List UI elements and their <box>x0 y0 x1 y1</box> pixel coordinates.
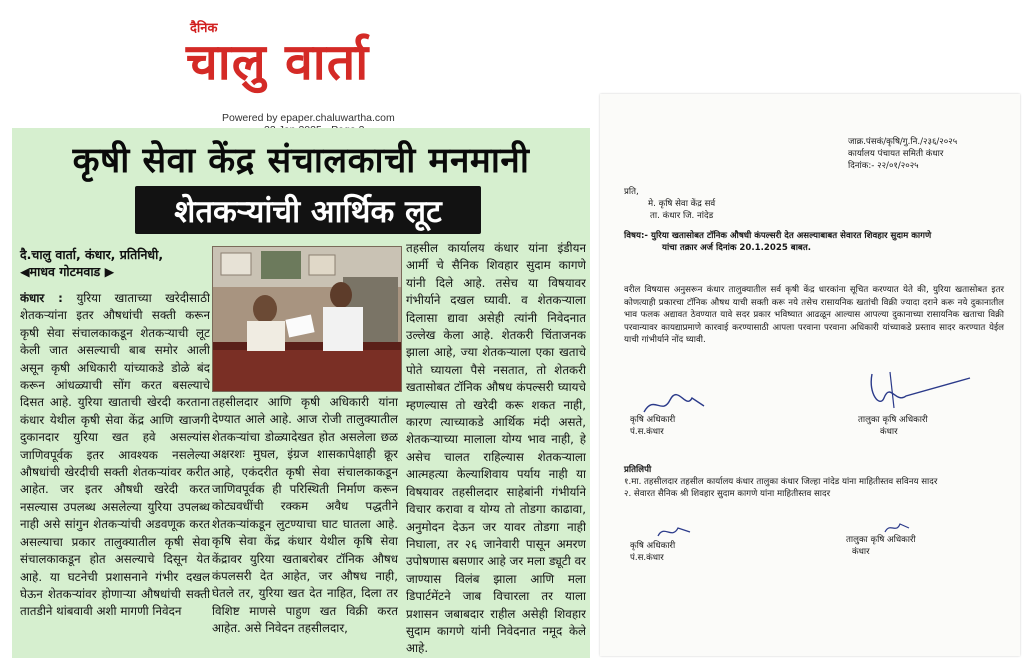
sig-left-title: कृषि अधिकारी <box>630 415 676 425</box>
letter-office: कार्यालय पंचायत समिती कंधार <box>848 149 944 159</box>
letter-ref-number: जाक्र.पंसकं/कृषि/गु.नि./२३६/२०२५ <box>848 137 958 147</box>
letter-recipient <box>624 186 824 222</box>
news-clipping <box>12 128 590 658</box>
letter-date: दिनांक:- २२/०१/२०२५ <box>848 161 919 171</box>
masthead-title: चालु वार्ता <box>186 33 370 91</box>
sig-left-org: पं.स.कंधार <box>630 427 664 437</box>
article-headline: कृषी सेवा केंद्र संचालकाची मनमानी <box>72 141 530 181</box>
article-byline <box>20 246 212 280</box>
recipient-line-2: ता. कंधार जि. नांदेड <box>650 211 714 221</box>
signature-ink-right <box>850 368 980 414</box>
signature-ink-left-2 <box>654 520 694 542</box>
copy-line-2: २. सेवारत सैनिक श्री शिवहार सुदाम कागणे यांना माहितीस्तव सादर <box>624 489 831 499</box>
article-column-1 <box>20 290 210 655</box>
subject-line-1: युरिया खतासोबत टॉनिक औषधी कंपल्सरी देत असल्याबाबत सेवारत शिवहार सुदाम कागणे <box>650 231 932 241</box>
article-column-2: तहसीलदार आणि कृषी अधिकारी यांना देण्यात आले आहे. आज रोजी तालुक्यातील शेतकऱ्यांचा डोळ्यादेखत होत असलेला छळ अक्षरशः मुघल, इंग्रज शासकापेक्षाही क्रूर आहे, एकंदरीत कृषी सेवा संचालकाकडून जाणिवपूर्वक ही परिस्थिती निर्माण करून कोट्यवधींची रक्कम अवैध पद्धतीने शेतकऱ्यांकडून लुटण्याचा घाट घातला आहे. कृषि सेवा केंद्र कंधार येथील कृषि सेवा केंद्रावर युरिया खताबरोबर टॉनिक औषध कंपलसरी देत आहेत, जर औषध नाही, घेतले तर, युरिया खत देत नाहित, दिला तर विशिष्ट माणसे पाहुण खत विक्री करत आहेत. असे निवेदन तहसीलदार, <box>212 395 398 636</box>
subheadline-bar <box>135 186 481 234</box>
column-1-text: युरिया खाताच्या खरेदीसाठी शेतकऱ्यांना इतर औषधांची सक्ती करून कृषी सेवा संचालकाकडून शेतकऱ्याची लूट केली जात असल्याची बाब समोर आली असून कृषी अधिकारी यांच्याकडे डोळे बंद करून आंधळ्याची सोंग करत बसल्याचे दिसत आहे. युरिया खाताची खेरदी करताना कंधार येथील कृषी सेवा केंद्र आणि खाजगी दुकानदार युरिया खत हवे असल्यांस जाणिवपूर्वक इतर आवश्यक नसलेल्या औषधांची खेरदीची सक्ती शेतकऱ्यांवर करीत आहेत. जर इतर औषधी खरेदी करत नसल्यास उपलब्ध असलेल्या युरिया उपलब्ध नाही असे सांगुन शेतकऱ्यांची अडवणूक करत असल्याचा प्रकार तालुक्यातील कृषी सेवा संचालकाकडून होत असल्याचे दिसून येत आहे. या घटनेची प्रशासनाने गंभीर दखल घेऊन शेतकऱ्यांवर होणाऱ्या औषधांची सक्ती तातडीने थांबवावी अशी मागणी निवेदन <box>20 291 210 619</box>
letter-copy-to <box>624 464 1004 500</box>
article-subheadline: शेतकऱ्यांची आर्थिक लूट <box>174 194 442 230</box>
article-column-3: तहसील कार्यालय कंधार यांना इंडीयन आर्मी चे सैनिक शिवहार सुदाम कागणे यांनी दिले आहे. तसेच या विषयावर गंभीर्याने दखल घ्यावी. व शेतकऱ्याला दिलासा द्यावा असेही त्यांनी निवेदनात उल्लेख केला आहे. शेतकरी चिंताजनक झाला आहे, ज्या शेतकऱ्याला एका खताचे पोते घ्यायला पैसे नसतात, तो शेतकरी खतासोबत टॉनिक औषध कंपल्सरी घ्यायचे म्हणल्यास तो खरेदी करू शकत नाही, कारण त्याच्याकडे आर्थिक मंदी असते, शेतकऱ्याच्या मालाला योग्य भाव नाही, हे असेच चालत राहिल्यास शेतकऱ्याला आत्महत्या केल्याशिवाय पर्याय नाही या विषयावर तहसीलदार साहेबांनी गंभीर्याने विचार करावा व योग्य तो तोडगा काढावा, अनुमोदन देऊन जर यावर तोडगा नाही निघाला, तर २६ जानेवारी पासून अमरण उपोषणास बसणार आहे जर मला ड्यूटी वर जाण्यास विलंब झाला आणि मला डिपार्टमेंटने जाब विचारला तर याला प्रशासन जबाबदार राहील असेही शिवहार सुदाम कागणे यांनी निवेदनात नमूद केले आहे. <box>406 241 586 656</box>
letter-body: वरील विषयास अनुसरून कंधार तालुक्यातील सर्व कृषी केंद्र धारकांना सूचित करण्यात येते की, युरिया खतासोबत इतर कोणत्याही प्रकारचा टॉनिक औषध याची सक्ती करू नये तसेच रासायनिक खतांची विक्री ज्यादा दराने करू नये दुकानातील भाव फलक अद्यावत ठेवण्यात यावे सदर प्रकार भविष्यात आढळून आल्यास आपल्या दुकानाच्या रासायनिक खताचा विक्री परवान्यावर कायद्याप्रमाणे कारवाई करण्यासाठी आपला परवाना परवाना अधिकारी यांच्याकडे प्रस्ताव सादर करण्यात येईल याची गांभीर्याने नोंद घ्यावी. <box>624 285 1004 345</box>
dateline: कंधार : <box>20 291 63 305</box>
letter-reference <box>848 136 1018 172</box>
byline-text: दै.चालु वार्ता, कंधार, प्रतिनिधी, <box>20 247 164 262</box>
recipient-line-1: मे. कृषि सेवा केंद्र सर्व <box>648 199 716 209</box>
masthead-powered-by: Powered by epaper.chaluwartha.com <box>222 112 395 124</box>
byline-author: ◀माधव गोटमवाड ▶ <box>20 264 115 279</box>
masthead-dainik: दैनिक <box>190 21 218 36</box>
sig2-right-title: तालुका कृषि अधिकारी <box>846 535 916 545</box>
signature-block-left <box>630 414 750 438</box>
sig2-left-org: पं.स.कंधार <box>630 553 664 563</box>
official-letter <box>600 94 1020 656</box>
signature-block-right <box>858 414 988 438</box>
sig2-left-title: कृषि अधिकारी <box>630 541 676 551</box>
copy-label: प्रतिलिपी <box>624 465 652 475</box>
recipient-label: प्रति, <box>624 187 639 197</box>
sig-right-title: तालुका कृषि अधिकारी <box>858 415 928 425</box>
letter-subject <box>624 230 1004 254</box>
signature-block-right-2 <box>846 534 976 558</box>
subject-line-2: यांचा तक्रार अर्ज दिनांक 20.1.2025 बाबत. <box>662 243 812 253</box>
subject-label: विषय:- <box>624 231 648 241</box>
sig-right-org: कंधार <box>880 427 898 437</box>
copy-line-1: १.मा. तहसीलदार तहसील कार्यालय कंधार तालुका कंधार जिल्हा नांदेड यांना माहितीस्तव सविनय सादर <box>624 477 938 487</box>
sig2-right-org: कंधार <box>852 547 870 557</box>
article-photo <box>212 246 402 392</box>
masthead <box>160 12 440 127</box>
signature-block-left-2 <box>630 540 750 564</box>
office-photo-illustration <box>213 247 402 392</box>
